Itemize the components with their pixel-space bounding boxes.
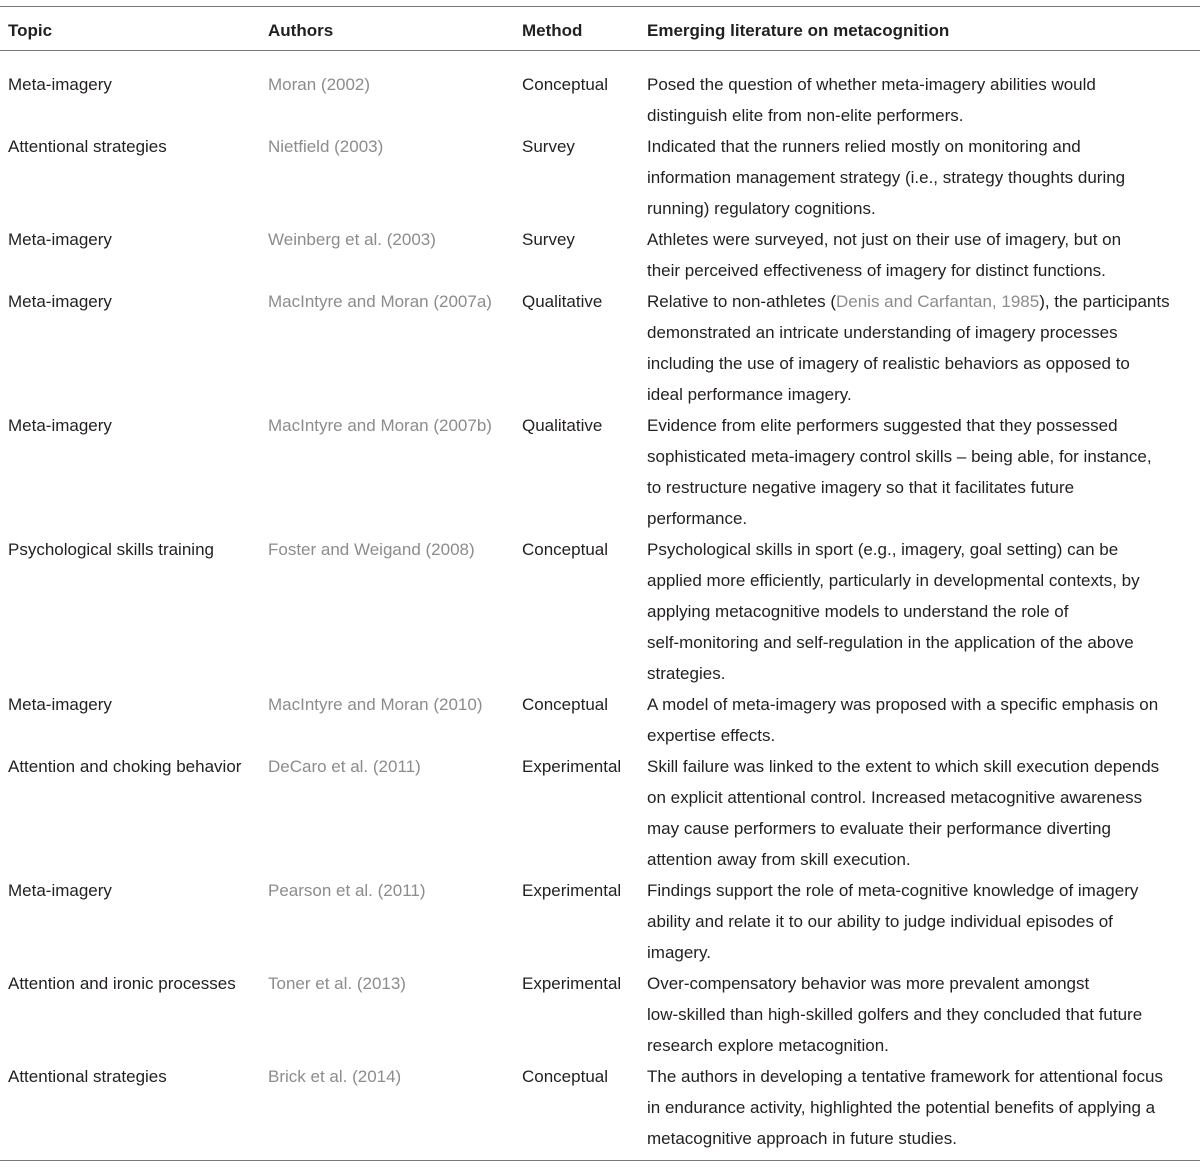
literature-line: information management strategy (i.e., strategy thoughts during (647, 168, 1126, 187)
literature-line: performance. (647, 509, 748, 528)
literature-line: low-skilled than high-skilled golfers and they concluded that future (647, 1005, 1143, 1024)
literature-cell (647, 1061, 1192, 1154)
literature-line: on explicit attentional control. Increased metacognitive awareness (647, 788, 1143, 807)
method-cell: Conceptual (522, 75, 609, 94)
topic-cell: Attentional strategies (8, 1067, 167, 1086)
header-literature: Emerging literature on metacognition (647, 21, 950, 40)
method-cell: Experimental (522, 974, 622, 993)
literature-line: Findings support the role of meta-cognitive knowledge of imagery (647, 881, 1139, 900)
table-row (0, 534, 1200, 689)
literature-line: demonstrated an intricate understanding of imagery processes (647, 323, 1118, 342)
topic-cell: Meta-imagery (8, 75, 112, 94)
topic-cell: Meta-imagery (8, 292, 112, 311)
topic-cell: Attentional strategies (8, 137, 167, 156)
method-cell: Survey (522, 137, 575, 156)
literature-line: ideal performance imagery. (647, 385, 852, 404)
method-cell: Conceptual (522, 540, 609, 559)
method-cell: Conceptual (522, 1067, 609, 1086)
literature-line: to restructure negative imagery so that it facilitates future (647, 478, 1075, 497)
authors-cell[interactable]: Nietfield (2003) (268, 137, 384, 156)
table-header (0, 7, 1200, 51)
literature-cell (647, 968, 1192, 1061)
literature-cell (647, 224, 1192, 286)
table-row (0, 410, 1200, 534)
topic-cell: Attention and choking behavior (8, 757, 242, 776)
header-method: Method (522, 21, 583, 40)
literature-line: including the use of imagery of realistic behaviors as opposed to (647, 354, 1130, 373)
topic-cell: Meta-imagery (8, 881, 112, 900)
authors-cell[interactable]: MacIntyre and Moran (2010) (268, 695, 483, 714)
authors-cell[interactable]: Pearson et al. (2011) (268, 881, 426, 900)
literature-line: Posed the question of whether meta-imagery abilities would (647, 75, 1096, 94)
literature-line: attention away from skill execution. (647, 850, 911, 869)
literature-cell (647, 410, 1192, 534)
literature-cell (647, 131, 1192, 224)
authors-cell[interactable]: Brick et al. (2014) (268, 1067, 402, 1086)
literature-line: Evidence from elite performers suggested that they possessed (647, 416, 1118, 435)
table-bottom-rule (0, 1160, 1200, 1161)
authors-cell[interactable]: Moran (2002) (268, 75, 371, 94)
table-row (0, 286, 1200, 410)
table-row (0, 69, 1200, 131)
topic-cell: Meta-imagery (8, 230, 112, 249)
literature-line: applied more efficiently, particularly in developmental contexts, by (647, 571, 1140, 590)
table-row (0, 875, 1200, 968)
literature-cell (647, 286, 1192, 410)
literature-line: imagery. (647, 943, 711, 962)
table-row (0, 689, 1200, 751)
literature-cell (647, 534, 1192, 689)
literature-line: Indicated that the runners relied mostly on monitoring and (647, 137, 1081, 156)
table-row (0, 131, 1200, 224)
method-cell: Experimental (522, 757, 622, 776)
method-cell: Qualitative (522, 292, 603, 311)
literature-line: Relative to non-athletes (Denis and Carfantan, 1985), the participants (647, 292, 1170, 311)
topic-cell: Meta-imagery (8, 416, 112, 435)
method-cell: Survey (522, 230, 575, 249)
literature-line: metacognitive approach in future studies. (647, 1129, 957, 1148)
header-topic: Topic (8, 21, 53, 40)
authors-cell[interactable]: MacIntyre and Moran (2007a) (268, 292, 492, 311)
literature-line: Athletes were surveyed, not just on their use of imagery, but on (647, 230, 1122, 249)
literature-line: A model of meta-imagery was proposed with a specific emphasis on (647, 695, 1159, 714)
literature-line: The authors in developing a tentative framework for attentional focus (647, 1067, 1163, 1086)
topic-cell: Attention and ironic processes (8, 974, 236, 993)
method-cell: Conceptual (522, 695, 609, 714)
literature-line: Skill failure was linked to the extent to which skill execution depends (647, 757, 1160, 776)
literature-line: research explore metacognition. (647, 1036, 889, 1055)
literature-line: Psychological skills in sport (e.g., imagery, goal setting) can be (647, 540, 1119, 559)
authors-cell[interactable]: DeCaro et al. (2011) (268, 757, 421, 776)
citation-link[interactable]: Denis and Carfantan, 1985 (836, 292, 1040, 311)
table-row (0, 968, 1200, 1061)
authors-cell[interactable]: Toner et al. (2013) (268, 974, 406, 993)
table-row (0, 224, 1200, 286)
literature-line: in endurance activity, highlighted the potential benefits of applying a (647, 1098, 1156, 1117)
topic-cell: Psychological skills training (8, 540, 214, 559)
table-row (0, 751, 1200, 875)
literature-line: applying metacognitive models to understand the role of (647, 602, 1069, 621)
table-row (0, 1061, 1200, 1154)
header-authors: Authors (268, 21, 334, 40)
literature-cell (647, 689, 1192, 751)
literature-cell (647, 875, 1192, 968)
method-cell: Experimental (522, 881, 622, 900)
literature-cell (647, 69, 1192, 131)
authors-cell[interactable]: Weinberg et al. (2003) (268, 230, 436, 249)
method-cell: Qualitative (522, 416, 603, 435)
literature-cell (647, 751, 1192, 875)
literature-line: running) regulatory cognitions. (647, 199, 876, 218)
literature-line: strategies. (647, 664, 726, 683)
literature-line: may cause performers to evaluate their performance diverting (647, 819, 1111, 838)
authors-cell[interactable]: Foster and Weigand (2008) (268, 540, 475, 559)
literature-line: Over-compensatory behavior was more prevalent amongst (647, 974, 1090, 993)
literature-line: their perceived effectiveness of imagery for distinct functions. (647, 261, 1106, 280)
literature-line: expertise effects. (647, 726, 776, 745)
literature-line: distinguish elite from non-elite performers. (647, 106, 964, 125)
literature-table (0, 6, 1200, 1161)
authors-cell[interactable]: MacIntyre and Moran (2007b) (268, 416, 492, 435)
topic-cell: Meta-imagery (8, 695, 112, 714)
literature-line: sophisticated meta-imagery control skills – being able, for instance, (647, 447, 1152, 466)
literature-line: self-monitoring and self-regulation in the application of the above (647, 633, 1134, 652)
literature-line: ability and relate it to our ability to judge individual episodes of (647, 912, 1113, 931)
